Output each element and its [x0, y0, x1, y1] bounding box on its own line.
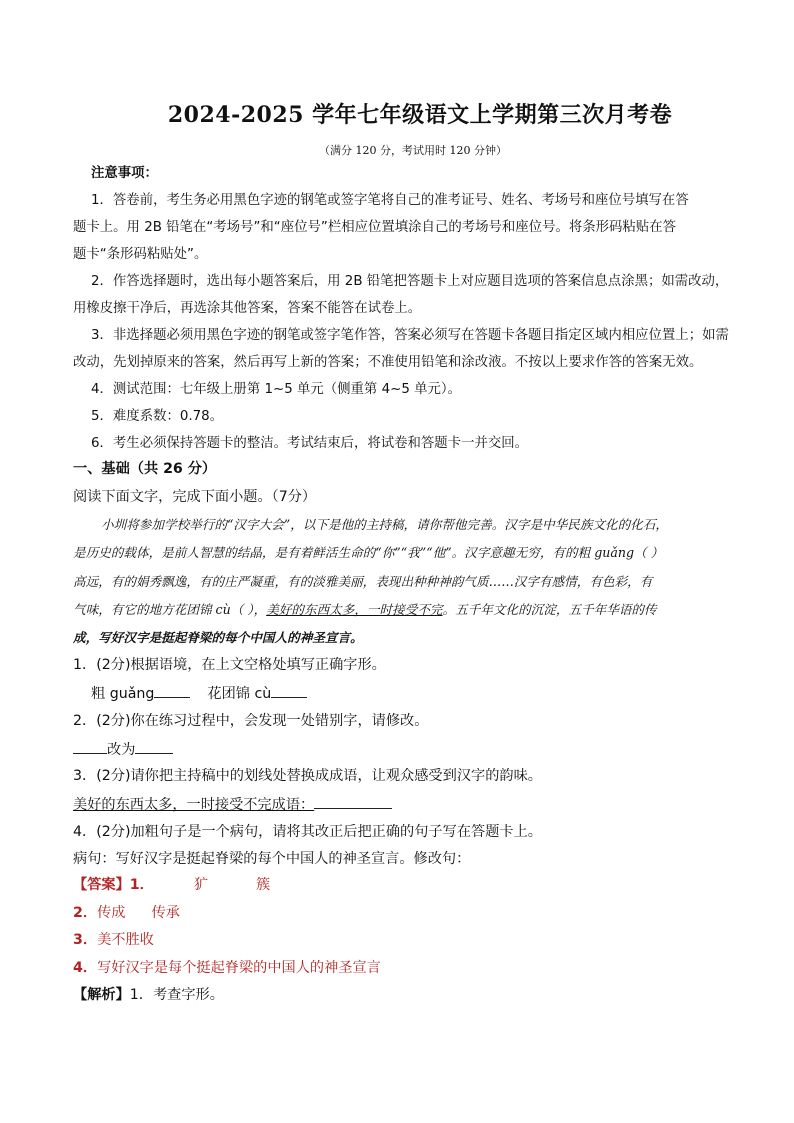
page-title: 2024-2025 学年七年级语文上学期第三次月考卷	[167, 102, 673, 128]
notice-line: 题卡上。用 2B 铅笔在“考场号”和“座位号”栏相应位置填涂自己的考场号和座位号。将条形码粘贴在答	[73, 220, 676, 235]
answer-blank[interactable]	[271, 683, 307, 698]
section-intro: 阅读下面文字，完成下面小题。（7分）	[73, 489, 317, 505]
question-4: 4．(2分)加粗句子是一个病句，请将其改正后把正确的句子写在答题卡上。	[73, 824, 542, 840]
passage-line-bold: 成，写好汉字是挺起脊梁的每个中国人的神圣宣言。	[73, 630, 363, 645]
answer-blank[interactable]	[154, 683, 190, 698]
section-heading: 一、基础（共 26 分）	[73, 461, 217, 477]
q3-prompt: 美好的东西太多，一时接受不完成语：	[73, 797, 315, 813]
notice-line: 5．难度系数：0.78。	[91, 409, 224, 424]
passage-line: 是历史的载体，是前人智慧的结晶，是有着鲜活生命的“你”“我”“他”。汉字意趣无穷，有的粗 guǎng（ ）	[73, 545, 664, 560]
answer-blank[interactable]	[314, 794, 392, 809]
passage-line: 小圳将参加学校举行的“汉字大会”，以下是他的主持稿，请你帮他完善。汉字是中华民族文化的化石，	[101, 517, 669, 532]
answer-line-3	[73, 930, 154, 950]
question-1: 1．(2分)根据语境，在上文空格处填写正确字形。	[73, 657, 386, 673]
notice-line: 2．作答选择题时，选出每小题答案后，用 2B 铅笔把答题卡上对应题目选项的答案信息点涂黑；如需改动，	[91, 274, 729, 289]
passage-line	[73, 599, 657, 618]
answer-blank[interactable]	[73, 739, 107, 754]
q1-label-b: 花团锦 cù	[207, 686, 272, 702]
answer-text: 传成	[97, 905, 126, 921]
analysis-text: 1．考查字形。	[129, 987, 224, 1003]
answer-text: 美不胜收	[97, 932, 154, 948]
answer-number: 2．	[73, 905, 98, 921]
answer-number: 3．	[73, 932, 98, 948]
analysis-label: 【解析】	[73, 987, 130, 1003]
answer-line-4	[73, 958, 381, 978]
q3-line	[73, 794, 392, 815]
answer-number: 4．	[73, 960, 98, 976]
question-2: 2．(2分)你在练习过程中，会发现一处错别字，请修改。	[73, 713, 429, 729]
passage-text: 。五千年文化的沉淀，五千年华语的传	[442, 602, 657, 617]
notice-line: 用橡皮擦干净后，再选涂其他答案，答案不能答在试卷上。	[73, 301, 422, 316]
passage-text: 气味，有它的地方花团锦 cù（ ），	[73, 602, 267, 617]
answer-line-1	[73, 875, 270, 895]
notice-line: 改动，先划掉原来的答案，然后再写上新的答案；不准使用铅笔和涂改液。不按以上要求作答的答案无效。	[73, 355, 703, 370]
notice-heading: 注意事项：	[91, 166, 158, 181]
passage-line: 高远，有的娟秀飘逸，有的庄严凝重，有的淡雅美丽，表现出种种神韵气质……汉字有感情，有色彩，有	[73, 574, 653, 589]
q1-label-a: 粗 guǎng	[91, 686, 155, 702]
answer-label: 【答案】	[73, 877, 130, 893]
q1-blanks	[91, 683, 307, 704]
analysis-line	[73, 985, 224, 1005]
underlined-phrase: 美好的东西太多，一时接受不完	[266, 602, 443, 617]
page-subtitle: （满分 120 分，考试用时 120 分钟）	[319, 144, 507, 157]
q2-mid: 改为	[107, 742, 136, 758]
notice-line: 1．答卷前，考生务必用黑色字迹的钢笔或签字笔将自己的准考证号、姓名、考场号和座位号填写在答	[91, 193, 689, 208]
answer-blank[interactable]	[135, 739, 173, 754]
answer-line-2	[73, 903, 180, 923]
answer-text: 写好汉字是每个挺起脊梁的中国人的神圣宣言	[97, 960, 381, 976]
answer-number: 1．	[129, 877, 154, 893]
answer-text: 犷	[193, 877, 209, 893]
notice-line: 4．测试范围：七年级上册第 1~5 单元（侧重第 4~5 单元）。	[91, 382, 461, 397]
answer-text: 传承	[151, 905, 180, 921]
notice-line: 题卡“条形码粘贴处”。	[73, 247, 208, 262]
notice-line: 6．考生必须保持答题卡的整洁。考试结束后，将试卷和答题卡一并交回。	[91, 436, 529, 451]
q4-line: 病句：写好汉字是挺起脊梁的每个中国人的神圣宣言。修改句：	[73, 851, 471, 867]
answer-text: 簇	[256, 877, 271, 893]
question-3: 3．(2分)请你把主持稿中的划线处替换成成语，让观众感受到汉字的韵味。	[73, 768, 542, 784]
notice-line: 3．非选择题必须用黑色字迹的钢笔或签字笔作答，答案必须写在答题卡各题目指定区域内相应位置上；如需	[91, 328, 729, 343]
q2-blanks	[73, 739, 173, 760]
